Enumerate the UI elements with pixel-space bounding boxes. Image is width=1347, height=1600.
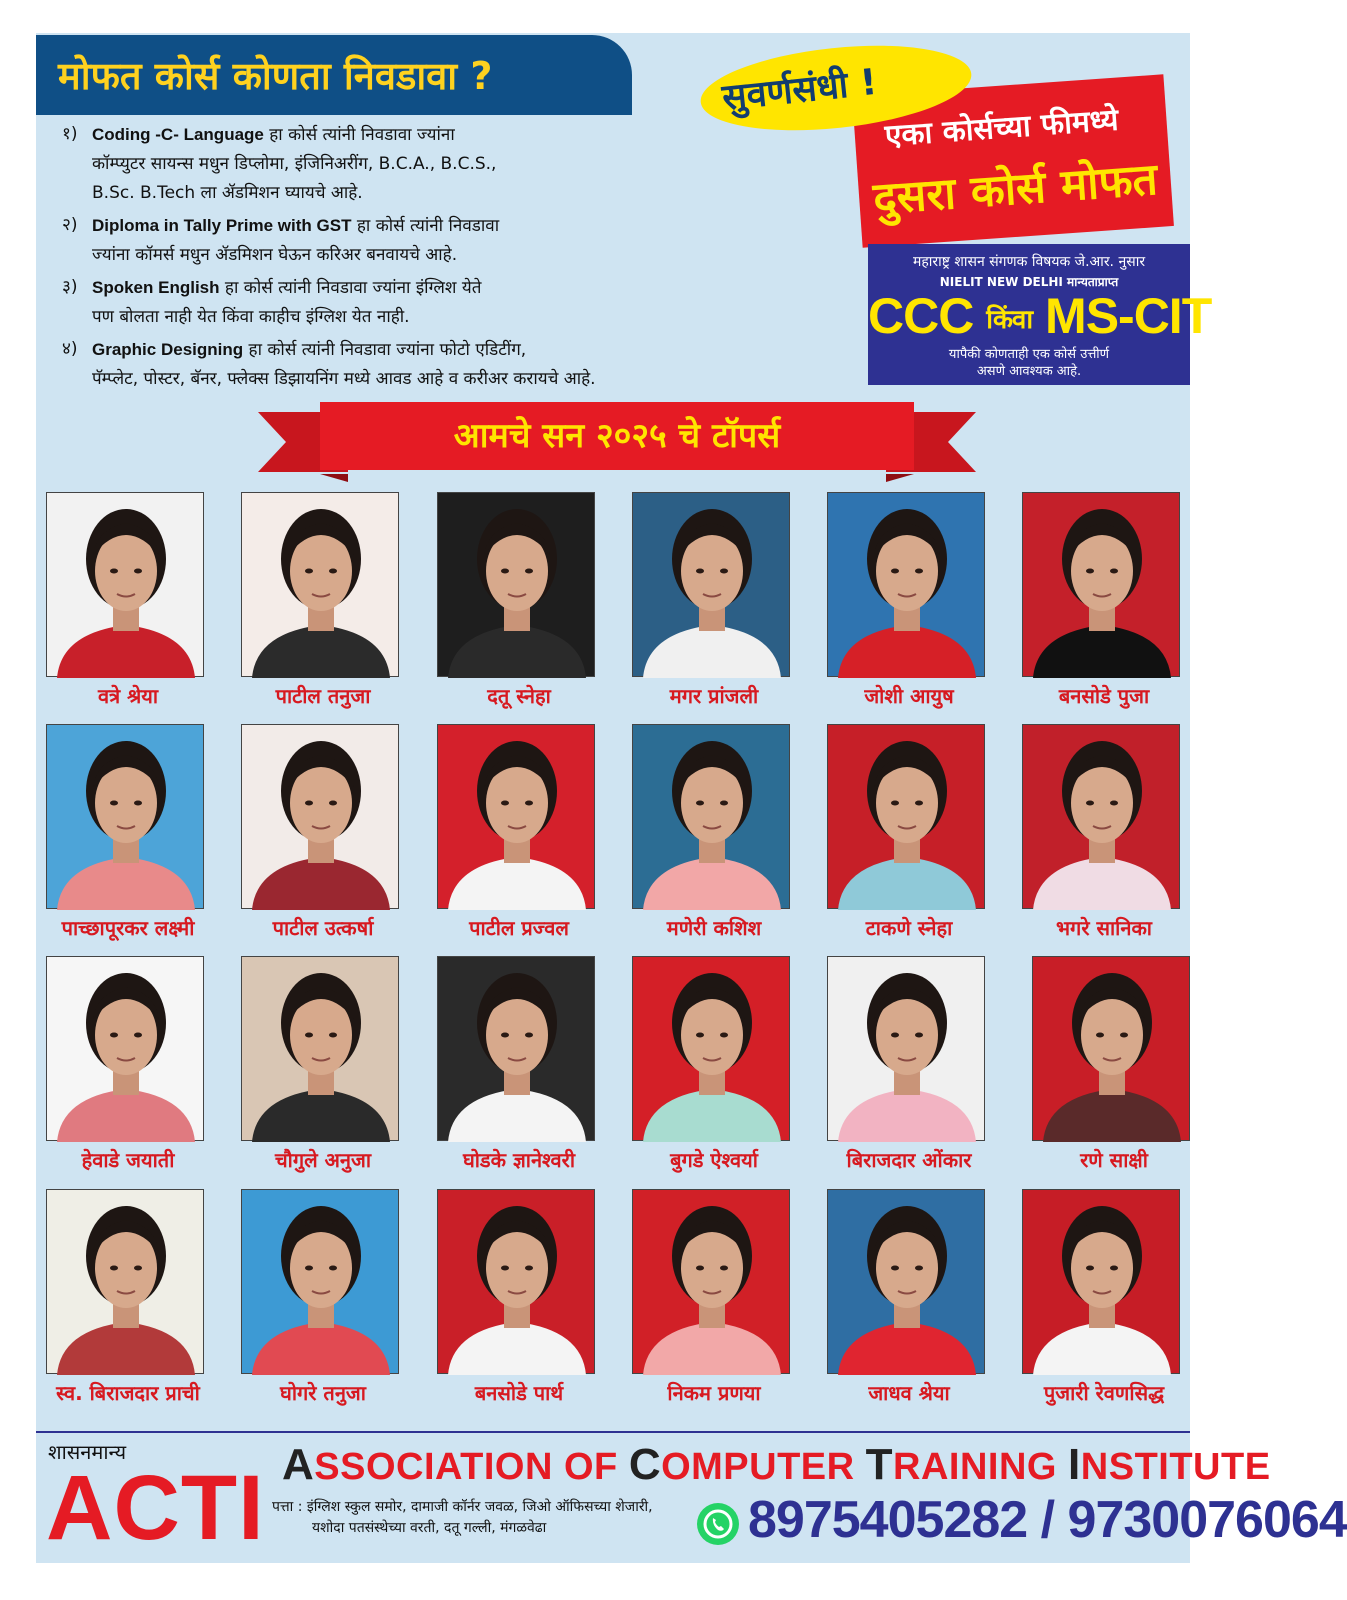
org-initial: I bbox=[1068, 1440, 1081, 1489]
offer-line-2: दुसरा कोर्स मोफत bbox=[871, 154, 1160, 225]
topper-name: वत्रे श्रेया bbox=[97, 684, 159, 708]
topper-photo bbox=[1022, 1189, 1180, 1374]
org-word: SSOCIATION OF bbox=[314, 1446, 629, 1488]
govt-approved-label: शासनमान्य bbox=[48, 1440, 127, 1464]
topper-name: बनसोडे पार्थ bbox=[474, 1381, 564, 1405]
topper-name: पाटील उत्कर्षा bbox=[272, 916, 374, 940]
ccc-text: CCC bbox=[868, 288, 974, 344]
option-line-2: पॅम्प्लेट, पोस्टर, बॅनर, फ्लेक्स डिझायनिंग मध्ये आवड आहे व करीअर करायचे आहे. bbox=[92, 369, 596, 389]
topper-name: चौगुले अनुजा bbox=[274, 1148, 372, 1172]
topper-photo bbox=[241, 1189, 399, 1374]
option-course-name: Coding -C- Language bbox=[92, 125, 264, 144]
eligibility-line-2: NIELIT NEW DELHI मान्यताप्राप्त bbox=[939, 275, 1119, 289]
address-line-1: पत्ता : इंग्लिश स्कुल समोर, दामाजी कॉर्नर जवळ, जिओ ऑफिसच्या शेजारी, bbox=[272, 1499, 653, 1515]
course-names bbox=[868, 288, 1212, 346]
topper-photo bbox=[241, 724, 399, 909]
topper-name: दतू स्नेहा bbox=[487, 684, 551, 708]
golden-opportunity-text: सुवर्णसंधी ! bbox=[720, 61, 879, 119]
org-initial: T bbox=[865, 1440, 894, 1489]
topper-photo bbox=[437, 492, 595, 677]
topper-photo bbox=[1022, 724, 1180, 909]
address-line-2: यशोदा पतसंस्थेच्या वरती, दतू गल्ली, मंगळवेढा bbox=[312, 1520, 547, 1536]
option-number: ३) bbox=[62, 277, 78, 297]
topper-photo bbox=[46, 492, 204, 677]
eligibility-line-4: यापैकी कोणताही एक कोर्स उत्तीर्ण bbox=[948, 346, 1110, 362]
offer-line-1: एका कोर्सच्या फीमध्ये bbox=[883, 102, 1120, 154]
topper-name: जाधव श्रेया bbox=[868, 1381, 950, 1405]
topper-photo bbox=[632, 492, 790, 677]
topper-name: घोडके ज्ञानेश्वरी bbox=[462, 1148, 576, 1172]
topper-name: जोशी आयुष bbox=[864, 684, 954, 708]
or-text: किंवा bbox=[986, 304, 1033, 335]
option-line-2: ज्यांना कॉमर्स मधुन ॲडमिशन घेऊन करिअर बनवायचे आहे. bbox=[92, 245, 458, 265]
topper-photo bbox=[46, 956, 204, 1141]
topper-photo bbox=[827, 1189, 985, 1374]
topper-name: रणे साक्षी bbox=[1080, 1148, 1148, 1172]
option-description: हा कोर्स त्यांनी निवडावा ज्यांना फोटो एडिटींग, bbox=[243, 340, 527, 360]
topper-name: टाकणे स्नेहा bbox=[865, 916, 953, 940]
topper-name: हेवाडे जयाती bbox=[81, 1148, 175, 1172]
topper-name: निकम प्रणया bbox=[667, 1381, 761, 1405]
topper-photo bbox=[632, 724, 790, 909]
course-option bbox=[62, 335, 782, 394]
address bbox=[272, 1497, 653, 1539]
topper-photo bbox=[437, 1189, 595, 1374]
eligibility-box bbox=[868, 244, 1212, 385]
organization-name bbox=[282, 1440, 1271, 1490]
topper-name: स्व. बिराजदार प्राची bbox=[56, 1381, 200, 1405]
org-word: OMPUTER bbox=[661, 1446, 866, 1488]
org-word: NSTITUTE bbox=[1080, 1446, 1271, 1488]
topper-photo bbox=[437, 724, 595, 909]
eligibility-line-1: महाराष्ट्र शासन संगणक विषयक जे.आर. नुसार bbox=[912, 254, 1146, 270]
acti-logo: ACTI bbox=[46, 1457, 265, 1559]
topper-photo bbox=[46, 724, 204, 909]
toppers-ribbon bbox=[258, 398, 976, 482]
topper-name: बनसोडे पुजा bbox=[1058, 684, 1150, 708]
whatsapp-icon bbox=[697, 1503, 739, 1545]
course-options-list bbox=[62, 120, 782, 397]
mscit-text: MS-CIT bbox=[1045, 288, 1212, 344]
topper-name: पाटील प्रज्वल bbox=[469, 916, 569, 940]
option-course-name: Diploma in Tally Prime with GST bbox=[92, 216, 352, 235]
option-course-name: Spoken English bbox=[92, 278, 220, 297]
option-description: हा कोर्स त्यांनी निवडावा bbox=[351, 216, 500, 236]
topper-photo bbox=[46, 1189, 204, 1374]
option-number: ४) bbox=[62, 339, 78, 359]
topper-name: पाटील तनुजा bbox=[275, 684, 371, 708]
topper-photo bbox=[1022, 492, 1180, 677]
topper-photo bbox=[632, 956, 790, 1141]
topper-photo bbox=[827, 492, 985, 677]
option-line-3: B.Sc. B.Tech ला ॲडमिशन घ्यायचे आहे. bbox=[92, 183, 363, 203]
question-header bbox=[36, 35, 632, 115]
phone-numbers[interactable]: 8975405282 / 9730076064 bbox=[748, 1491, 1347, 1549]
topper-photo bbox=[632, 1189, 790, 1374]
toppers-title: आमचे सन २०२५ चे टॉपर्स bbox=[453, 416, 781, 456]
course-option bbox=[62, 211, 782, 270]
topper-name: पुजारी रेवणसिद्ध bbox=[1043, 1381, 1165, 1405]
option-line-2: पण बोलता नाही येत किंवा काहीच इंग्लिश येत नाही. bbox=[92, 307, 410, 327]
topper-name: मणेरी कशिश bbox=[666, 916, 762, 940]
ribbon-body bbox=[320, 402, 914, 470]
option-line-2: कॉम्प्युटर सायन्स मधुन डिप्लोमा, इंजिनिअरींग, B.C.A., B.C.S., bbox=[92, 154, 497, 174]
topper-photo bbox=[437, 956, 595, 1141]
option-description: हा कोर्स त्यांनी निवडावा ज्यांना bbox=[263, 125, 455, 145]
question-title: मोफत कोर्स कोणता निवडावा ? bbox=[58, 54, 493, 98]
option-description: हा कोर्स त्यांनी निवडावा ज्यांना इंग्लिश येते bbox=[219, 278, 482, 298]
topper-name: बुगडे ऐश्वर्या bbox=[670, 1148, 758, 1172]
course-option bbox=[62, 120, 782, 208]
topper-photo bbox=[241, 492, 399, 677]
option-course-name: Graphic Designing bbox=[92, 340, 244, 359]
option-number: १) bbox=[62, 124, 78, 144]
topper-name: बिराजदार ओंकार bbox=[846, 1148, 972, 1172]
org-initial: C bbox=[628, 1440, 662, 1489]
eligibility-line-5: असणे आवश्यक आहे. bbox=[976, 363, 1082, 379]
footer-divider bbox=[36, 1431, 1190, 1433]
topper-name: घोगरे तनुजा bbox=[280, 1381, 366, 1405]
topper-name: भगरे सानिका bbox=[1056, 916, 1152, 940]
topper-name: पाच्छापूरकर लक्ष्मी bbox=[61, 916, 195, 940]
org-initial: A bbox=[282, 1440, 315, 1489]
course-option bbox=[62, 273, 782, 332]
topper-name: मगर प्रांजली bbox=[669, 684, 759, 708]
topper-photo bbox=[827, 956, 985, 1141]
topper-photo bbox=[827, 724, 985, 909]
option-number: २) bbox=[62, 215, 78, 235]
topper-photo bbox=[1032, 956, 1190, 1141]
org-word: RAINING bbox=[893, 1446, 1069, 1488]
topper-photo bbox=[241, 956, 399, 1141]
